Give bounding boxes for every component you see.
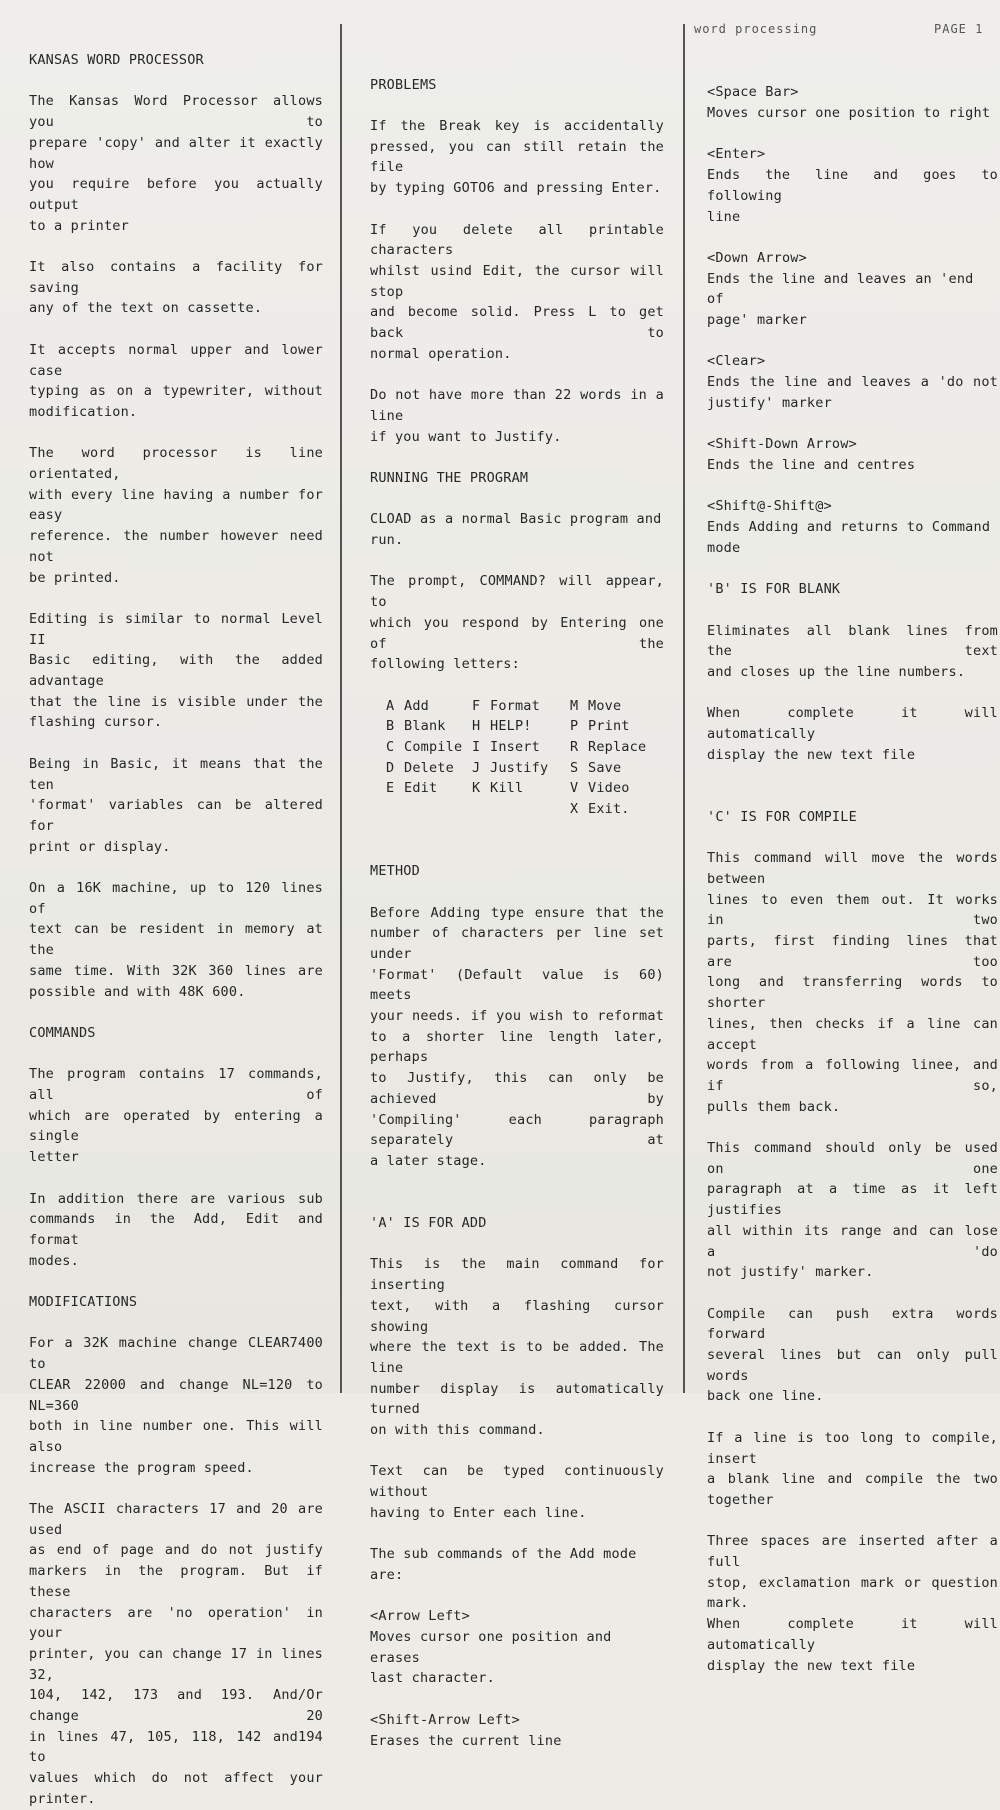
text-line: text, with a flashing cursor showing xyxy=(370,1297,664,1335)
text-line: When complete it will automatically xyxy=(707,1616,998,1653)
command-letter xyxy=(386,799,404,820)
text-line: and closes up the line numbers. xyxy=(707,663,966,680)
blank-line xyxy=(370,447,664,468)
text-line: The Kansas Word Processor allows you to xyxy=(29,93,323,131)
command-name: Print xyxy=(588,718,630,735)
text-line: On a 16K machine, up to 120 lines of xyxy=(29,880,323,917)
text-line: whilst usind Edit, the cursor will stop xyxy=(370,262,664,300)
section-heading: 'A' IS FOR ADD xyxy=(370,1215,487,1232)
blank-line xyxy=(29,423,323,444)
text-line: words from a following linee, and if so, xyxy=(707,1057,998,1094)
text-line: lines to even them out. It works in two xyxy=(707,891,998,929)
command-name xyxy=(404,799,472,820)
command-letter: E xyxy=(386,780,395,797)
text-line: <Enter> xyxy=(707,146,766,163)
blank-line xyxy=(370,1441,664,1462)
text-line: Ends the line and centres xyxy=(707,456,916,473)
blank-line xyxy=(370,199,664,220)
text-line: Ends the line and goes to following xyxy=(707,167,998,204)
blank-line xyxy=(707,1117,998,1138)
blank-line xyxy=(707,600,998,621)
running-header-left: word processing xyxy=(694,22,818,36)
blank-line xyxy=(370,840,664,861)
section-heading: METHOD xyxy=(370,863,420,880)
command-name: HELP! xyxy=(490,718,532,735)
text-line: normal operation. xyxy=(370,345,512,362)
text-line: If the Break key is accidentally xyxy=(370,118,664,135)
command-name: Video xyxy=(588,780,630,797)
text-line: number display is automatically turned xyxy=(370,1380,664,1418)
text-line: It accepts normal upper and lower case xyxy=(29,341,323,379)
text-line: and become solid. Press L to get back to xyxy=(370,304,664,342)
command-letter: K xyxy=(472,780,481,797)
blank-line xyxy=(370,882,664,903)
command-letter: B xyxy=(386,718,395,735)
text-line: letter xyxy=(29,1149,79,1166)
command-name: Edit xyxy=(404,780,438,797)
command-name: Kill xyxy=(490,780,524,797)
text-line: Moves cursor one position and erases xyxy=(370,1629,612,1666)
text-column-1 xyxy=(29,50,323,1810)
text-line: in lines 47, 105, 118, 142 and194 to xyxy=(29,1728,323,1766)
text-line: <Clear> xyxy=(707,353,766,370)
text-line: Three spaces are inserted after a full xyxy=(707,1533,998,1571)
command-letter: R xyxy=(570,739,579,756)
text-line: to a shorter line length later, perhaps xyxy=(370,1028,664,1066)
blank-line xyxy=(29,1002,323,1023)
blank-line xyxy=(29,71,323,92)
text-line: justify' marker xyxy=(707,394,832,411)
text-line: modification. xyxy=(29,403,138,420)
text-line: having to Enter each line. xyxy=(370,1504,587,1521)
blank-line xyxy=(707,62,998,83)
text-line: It also contains a facility for saving xyxy=(29,259,323,296)
text-line: Eliminates all blank lines from the text xyxy=(707,622,998,660)
text-line: typing as on a typewriter, without xyxy=(29,383,323,400)
blank-line xyxy=(370,820,664,841)
text-line: your needs. if you wish to reformat xyxy=(370,1008,664,1025)
blank-line xyxy=(370,489,664,510)
command-name: Add xyxy=(404,697,429,714)
text-line: If a line is too long to compile, insert xyxy=(707,1429,998,1467)
text-line: <Down Arrow> xyxy=(707,249,807,266)
text-line: This command will move the words between xyxy=(707,850,998,887)
blank-line xyxy=(707,1511,998,1532)
command-letter: A xyxy=(386,697,395,714)
text-line: lines, then checks if a line can accept xyxy=(707,1015,998,1053)
column-divider-right xyxy=(683,24,685,1393)
text-line: several lines but can only pull words xyxy=(707,1347,998,1384)
text-line: printer. xyxy=(29,1790,96,1807)
blank-line xyxy=(29,588,323,609)
blank-line xyxy=(29,236,323,257)
section-heading: 'C' IS FOR COMPILE xyxy=(707,808,857,825)
section-heading: PROBLEMS xyxy=(370,76,437,93)
text-line: that the line is visible under the xyxy=(29,693,323,710)
text-line: In addition there are various sub xyxy=(29,1190,323,1207)
text-line: number of characters per line set under xyxy=(370,925,664,962)
blank-line xyxy=(707,558,998,579)
command-letter: D xyxy=(386,759,395,776)
command-letter xyxy=(472,799,490,820)
text-line: This command should only be used on one xyxy=(707,1140,998,1177)
command-letter: C xyxy=(386,739,395,756)
text-line: Being in Basic, it means that the ten xyxy=(29,755,323,793)
command-letter: P xyxy=(570,718,579,735)
blank-line xyxy=(707,765,998,786)
command-letter-table xyxy=(386,696,664,820)
text-line: following letters: xyxy=(370,656,520,673)
text-line: long and transferring words to shorter xyxy=(707,974,998,1012)
text-line: For a 32K machine change CLEAR7400 to xyxy=(29,1335,323,1373)
page-number: PAGE 1 xyxy=(934,22,984,36)
text-line: characters are 'no operation' in your xyxy=(29,1604,323,1642)
text-line: <Shift-Down Arrow> xyxy=(707,436,857,453)
blank-line xyxy=(707,683,998,704)
blank-line xyxy=(370,1192,664,1213)
text-line: together xyxy=(707,1491,774,1508)
text-line: Ends the line and leaves a 'do not xyxy=(707,374,998,391)
text-line: Basic editing, with the added advantage xyxy=(29,652,323,690)
blank-line xyxy=(370,54,664,75)
text-line: <Shift@-Shift@> xyxy=(707,498,832,515)
blank-line xyxy=(707,41,998,62)
text-line: display the new text file xyxy=(707,746,916,763)
command-letter: S xyxy=(570,759,579,776)
text-line: <Arrow Left> xyxy=(370,1608,470,1625)
text-line: by typing GOTO6 and pressing Enter. xyxy=(370,180,662,197)
text-line: printer, you can change 17 in lines 32, xyxy=(29,1645,323,1683)
blank-line xyxy=(370,551,664,572)
text-line: a later stage. xyxy=(370,1153,487,1169)
text-line: When complete it will automatically xyxy=(707,705,998,743)
text-line: Moves cursor one position to right xyxy=(707,105,991,122)
blank-line xyxy=(707,828,998,849)
text-line: to a printer xyxy=(29,217,129,234)
text-line: Ends the line and leaves an 'end of xyxy=(707,270,974,308)
text-line: flashing cursor. xyxy=(29,714,163,731)
text-column-3 xyxy=(707,41,998,1676)
command-name: Justify xyxy=(490,759,549,776)
text-line: This is the main command for inserting xyxy=(370,1256,664,1294)
text-line: print or display. xyxy=(29,838,171,855)
blank-line xyxy=(29,1313,323,1334)
text-line: possible and with 48K 600. xyxy=(29,983,246,1000)
text-line: text can be resident in memory at the xyxy=(29,921,323,959)
command-name: Compile xyxy=(404,739,463,756)
text-line: pulls them back. xyxy=(707,1098,841,1115)
text-line: Compile can push extra words forward xyxy=(707,1305,998,1343)
text-line: reference. the number however need not xyxy=(29,528,323,565)
text-line: all within its range and can lose a 'do xyxy=(707,1222,998,1260)
text-line: Ends Adding and returns to Command mode xyxy=(707,519,991,556)
text-line: The word processor is line orientated, xyxy=(29,445,323,482)
blank-line xyxy=(29,319,323,340)
text-line: parts, first finding lines that are too xyxy=(707,933,998,970)
blank-line xyxy=(29,1271,323,1292)
text-line: 'Format' (Default value is 60) meets xyxy=(370,966,664,1004)
command-name: Blank xyxy=(404,718,446,735)
text-line: you require before you actually output xyxy=(29,176,323,213)
blank-line xyxy=(707,1283,998,1304)
blank-line xyxy=(370,365,664,386)
text-line: Editing is similar to normal Level II xyxy=(29,610,323,648)
section-heading: RUNNING THE PROGRAM xyxy=(370,469,529,486)
command-name: Move xyxy=(588,697,622,714)
blank-line xyxy=(707,227,998,248)
text-line: line xyxy=(707,208,741,225)
blank-line xyxy=(29,1478,323,1499)
command-letter: M xyxy=(570,697,579,714)
text-line: where the text is to be added. The line xyxy=(370,1339,664,1376)
text-line: any of the text on cassette. xyxy=(29,300,263,317)
text-line: stop, exclamation mark or question mark. xyxy=(707,1574,998,1612)
text-line: prepare 'copy' and alter it exactly how xyxy=(29,134,323,172)
text-column-2 xyxy=(370,54,664,1751)
text-line: same time. With 32K 360 lines are xyxy=(29,962,323,979)
command-name xyxy=(490,799,570,820)
text-line: increase the program speed. xyxy=(29,1459,254,1476)
text-line: page' marker xyxy=(707,312,807,329)
text-line: values which do not affect your xyxy=(29,1770,323,1787)
text-line: be printed. xyxy=(29,569,121,586)
blank-line xyxy=(370,1586,664,1607)
text-line: to Justify, this can only be achieved by xyxy=(370,1070,664,1107)
text-line: The program contains 17 commands, all of xyxy=(29,1066,323,1104)
text-line: Do not have more than 22 words in a line xyxy=(370,387,664,424)
text-line: both in line number one. This will also xyxy=(29,1418,323,1455)
text-line: modes. xyxy=(29,1252,79,1269)
text-line: Erases the current line xyxy=(370,1732,562,1749)
text-line: 104, 142, 173 and 193. And/Or change 20 xyxy=(29,1687,323,1725)
blank-line xyxy=(707,476,998,497)
blank-line xyxy=(29,733,323,754)
blank-line xyxy=(370,1689,664,1710)
section-heading: 'B' IS FOR BLANK xyxy=(707,581,841,598)
column-divider-left xyxy=(340,24,342,1393)
column-2-top xyxy=(370,54,664,696)
blank-line xyxy=(29,1044,323,1065)
command-letter: J xyxy=(472,759,481,776)
text-line: CLOAD as a normal Basic program and run. xyxy=(370,511,662,549)
text-line: <Space Bar> xyxy=(707,84,799,101)
command-letter: V xyxy=(570,780,579,797)
text-line: as end of page and do not justify xyxy=(29,1542,323,1559)
command-name: Delete xyxy=(404,759,454,776)
blank-line xyxy=(707,124,998,145)
text-line: <Shift-Arrow Left> xyxy=(370,1711,520,1728)
text-line: on with this command. xyxy=(370,1422,545,1439)
text-line: The ASCII characters 17 and 20 are used xyxy=(29,1501,323,1538)
text-line: pressed, you can still retain the file xyxy=(370,138,664,176)
blank-line xyxy=(707,331,998,352)
text-line: 'format' variables can be altered for xyxy=(29,797,323,834)
text-line: markers in the program. But if these xyxy=(29,1563,323,1600)
blank-line xyxy=(370,675,664,696)
column-2-bottom xyxy=(370,820,664,1751)
blank-line xyxy=(370,95,664,116)
text-line: last character. xyxy=(370,1670,495,1687)
blank-line xyxy=(29,1168,323,1189)
blank-line xyxy=(370,1524,664,1545)
text-line: not justify' marker. xyxy=(707,1264,874,1281)
command-name: Insert xyxy=(490,739,540,756)
text-line: CLEAR 22000 and change NL=120 to NL=360 xyxy=(29,1376,323,1414)
text-line: Before Adding type ensure that the xyxy=(370,904,664,921)
command-letter: H xyxy=(472,718,481,735)
text-line: back one line. xyxy=(707,1388,824,1405)
text-line: 'Compiling' each paragraph separately at xyxy=(370,1111,664,1149)
text-line: if you want to Justify. xyxy=(370,428,562,445)
text-line: display the new text file xyxy=(707,1657,916,1674)
section-heading: COMMANDS xyxy=(29,1024,96,1041)
blank-line xyxy=(707,414,998,435)
text-line: If you delete all printable characters xyxy=(370,221,664,259)
command-name: Replace xyxy=(588,739,647,756)
text-line: with every line having a number for easy xyxy=(29,486,323,524)
text-line: which are operated by entering a single xyxy=(29,1107,323,1145)
section-heading: KANSAS WORD PROCESSOR xyxy=(29,52,204,68)
command-letter: F xyxy=(472,697,481,714)
blank-line xyxy=(370,1172,664,1193)
text-line: The prompt, COMMAND? will appear, to xyxy=(370,573,664,611)
text-line: which you respond by Entering one of the xyxy=(370,614,664,652)
command-name: Format xyxy=(490,697,540,714)
text-line: The sub commands of the Add mode are: xyxy=(370,1546,637,1583)
text-line: Text can be typed continuously without xyxy=(370,1463,664,1501)
command-letter: I xyxy=(472,739,481,756)
blank-line xyxy=(707,786,998,807)
blank-line xyxy=(29,857,323,878)
text-line: a blank line and compile the two xyxy=(707,1471,998,1488)
command-name: Save xyxy=(588,759,622,776)
blank-line xyxy=(707,1407,998,1428)
command-name: Exit. xyxy=(588,801,630,818)
section-heading: MODIFICATIONS xyxy=(29,1294,138,1311)
blank-line xyxy=(370,1234,664,1255)
command-letter: X xyxy=(570,801,579,818)
text-line: paragraph at a time as it left justifies xyxy=(707,1181,998,1219)
text-line: commands in the Add, Edit and format xyxy=(29,1211,323,1248)
